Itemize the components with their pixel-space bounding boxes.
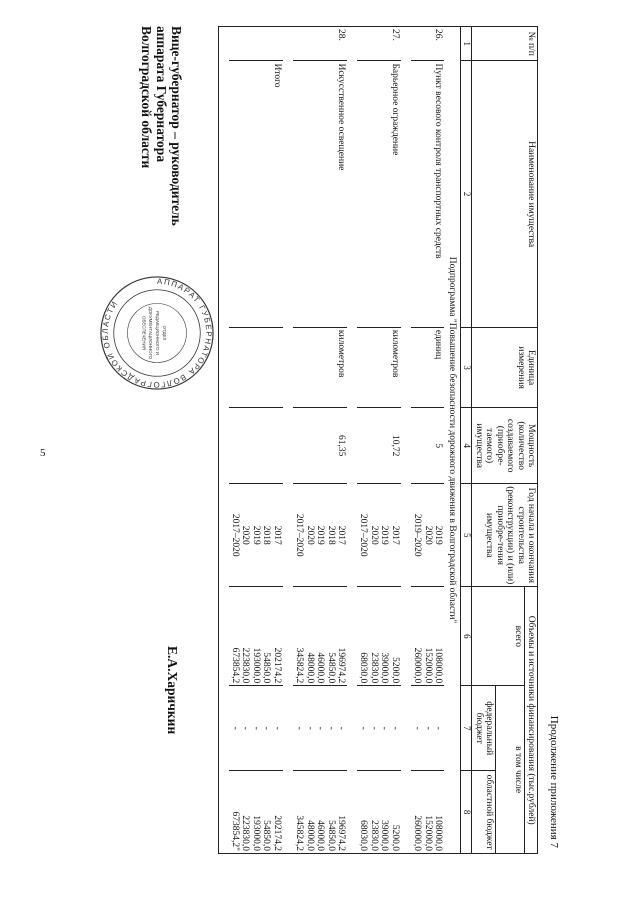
header-federal: федеральный бюджет bbox=[472, 686, 496, 771]
table-row bbox=[411, 27, 444, 854]
row-unit bbox=[229, 327, 283, 407]
federal-value: - bbox=[358, 726, 369, 730]
total-value: 223830,0 bbox=[240, 647, 251, 684]
row-years bbox=[357, 484, 401, 587]
row-total bbox=[293, 587, 347, 686]
federal-value: - bbox=[335, 726, 346, 730]
row-unit: километров bbox=[357, 327, 401, 407]
col-number: 5 bbox=[461, 484, 472, 587]
row-number: 27. bbox=[357, 27, 401, 61]
row-capacity: 61,35 bbox=[293, 408, 347, 484]
regional-value: 345824,2 bbox=[294, 815, 305, 851]
row-number bbox=[229, 27, 283, 61]
year-value: 2019–2020 bbox=[412, 513, 423, 557]
row-total bbox=[411, 587, 444, 686]
header-total: всего bbox=[472, 587, 524, 686]
row-regional bbox=[229, 771, 283, 854]
signature-line-1: Вице-губернатор – руководитель bbox=[169, 26, 184, 226]
row-capacity bbox=[229, 408, 283, 484]
regional-value: 54850,0 bbox=[325, 820, 336, 851]
regional-value: 202174,2 bbox=[271, 815, 282, 851]
regional-value: 193000,0 bbox=[250, 815, 261, 851]
total-value: 54850,0 bbox=[325, 652, 336, 684]
year-value: 2018 bbox=[261, 525, 272, 545]
property-table bbox=[218, 26, 538, 854]
regional-value: 23830,0 bbox=[368, 820, 379, 851]
federal-value: - bbox=[315, 726, 326, 730]
federal-value: - bbox=[389, 726, 400, 730]
regional-value: 108000,0 bbox=[433, 815, 444, 851]
regional-value: 260000,0 bbox=[412, 815, 423, 851]
row-name: Итого bbox=[229, 61, 283, 327]
federal-value: - bbox=[325, 726, 336, 730]
year-value: 2020 bbox=[422, 525, 433, 545]
regional-value: 152000,0 bbox=[422, 815, 433, 851]
total-value: 108000,0 bbox=[433, 647, 444, 684]
table-row bbox=[357, 27, 401, 854]
row-spacer-cell bbox=[218, 27, 229, 854]
official-seal bbox=[98, 274, 216, 392]
row-regional bbox=[293, 771, 347, 854]
regional-value: 5200,0 bbox=[389, 824, 400, 851]
signature-line-2: аппарата Губернатора bbox=[154, 26, 170, 163]
total-value: 5200,0 bbox=[389, 657, 400, 684]
year-value: 2020 bbox=[304, 525, 315, 545]
federal-value: - bbox=[422, 726, 433, 730]
row-capacity: 10,72 bbox=[357, 408, 401, 484]
document-sheet bbox=[98, 26, 568, 854]
federal-value: - bbox=[379, 726, 390, 730]
regional-value: 223830,0 bbox=[240, 815, 251, 851]
total-value: 48000,0 bbox=[304, 652, 315, 684]
row-regional bbox=[411, 771, 444, 854]
regional-value: 48000,0 bbox=[304, 820, 315, 851]
signatory-name: Е.А.Харичкин bbox=[165, 646, 180, 735]
row-federal bbox=[229, 686, 283, 771]
year-value: 2020 bbox=[368, 525, 379, 545]
page-number: 5 bbox=[40, 447, 46, 459]
federal-value: - bbox=[368, 726, 379, 730]
federal-value: - bbox=[230, 726, 241, 730]
row-federal bbox=[357, 686, 401, 771]
regional-value: 68030,0 bbox=[358, 820, 369, 851]
year-value: 2017–2020 bbox=[230, 513, 241, 557]
year-value: 2019 bbox=[315, 525, 326, 545]
continuation-note: Продолжение приложения 7 bbox=[548, 715, 560, 848]
row-regional bbox=[357, 771, 401, 854]
row-number: 26. bbox=[411, 27, 444, 61]
federal-value: - bbox=[294, 726, 305, 730]
year-value: 2017 bbox=[389, 525, 400, 545]
row-name: Искусственное освещение bbox=[293, 61, 347, 327]
federal-value: - bbox=[412, 726, 423, 730]
header-regional: областной бюджет bbox=[472, 771, 496, 854]
row-years bbox=[411, 484, 444, 587]
row-unit: единиц bbox=[411, 327, 444, 407]
row-total bbox=[229, 587, 283, 686]
col-number: 4 bbox=[461, 408, 472, 484]
col-number: 6 bbox=[461, 587, 472, 686]
row-name: Барьерное ограждение bbox=[357, 61, 401, 327]
total-row bbox=[229, 27, 283, 854]
signature-block bbox=[138, 26, 183, 226]
svg-text:ДОКУМЕНТАЦИОННОГО: ДОКУМЕНТАЦИОННОГО bbox=[148, 306, 154, 360]
year-value: 2017–2020 bbox=[358, 513, 369, 557]
total-value: 46000,0 bbox=[315, 652, 326, 684]
regional-value: 673854,2" bbox=[230, 811, 241, 851]
regional-value: 46000,0 bbox=[315, 820, 326, 851]
signature-line-3: Волгоградской области bbox=[139, 26, 155, 169]
row-spacer bbox=[218, 27, 229, 854]
col-number: 2 bbox=[461, 61, 472, 327]
total-value: 68030,0 bbox=[358, 652, 369, 684]
col-number: 8 bbox=[461, 771, 472, 854]
header-years: Год начала и окончания строительства (реконструкции) и (или) приобре-тения имущества bbox=[472, 484, 538, 587]
header-capacity: Мощность (количество создаваемого (приобре-таемого) имущества bbox=[472, 408, 538, 484]
header-unit: Единица измерения bbox=[472, 327, 538, 407]
header-funding: Объемы и источники финансирования (тыс.рублей) bbox=[524, 587, 537, 854]
federal-value: - bbox=[271, 726, 282, 730]
federal-value: - bbox=[304, 726, 315, 730]
total-value: 193000,0 bbox=[250, 647, 261, 684]
total-value: 345824,2 bbox=[294, 647, 305, 684]
row-years bbox=[293, 484, 347, 587]
table-row bbox=[293, 27, 347, 854]
subprogram-title: Подпрограмма "Повышение безопасности дорожного движения в Волгоградской области" bbox=[444, 27, 461, 854]
year-value: 2017 bbox=[335, 525, 346, 545]
total-value: 152000,0 bbox=[422, 647, 433, 684]
regional-value: 39000,0 bbox=[379, 820, 390, 851]
svg-text:АППАРАТ ГУБЕРНАТОРА ВОЛГОГРАДС: АППАРАТ ГУБЕРНАТОРА ВОЛГОГРАДСКОЙ ОБЛАСТИ bbox=[100, 276, 214, 390]
total-value: 54850,0 bbox=[261, 652, 272, 684]
total-value: 260000,0 bbox=[412, 647, 423, 684]
regional-value: 54850,0 bbox=[261, 820, 272, 851]
col-number: 1 bbox=[461, 27, 472, 61]
row-spacer bbox=[401, 27, 411, 854]
year-value: 2019 bbox=[433, 525, 444, 545]
header-num: № п/п bbox=[472, 27, 538, 61]
svg-text:ОТДЕЛ: ОТДЕЛ bbox=[161, 325, 167, 341]
header-incl: в том числе bbox=[496, 686, 524, 854]
row-unit: километров bbox=[293, 327, 347, 407]
row-name: Пункт весового контроля транспортных средств bbox=[411, 61, 444, 327]
row-years bbox=[229, 484, 283, 587]
regional-value: 196974,2 bbox=[335, 815, 346, 851]
year-value: 2019 bbox=[379, 525, 390, 545]
row-spacer-cell bbox=[347, 27, 357, 854]
year-value: 2019 bbox=[250, 525, 261, 545]
row-spacer-cell bbox=[401, 27, 411, 854]
col-number: 7 bbox=[461, 686, 472, 771]
svg-text:РЕДАКЦИОННОГО И: РЕДАКЦИОННОГО И bbox=[155, 311, 161, 355]
federal-value: - bbox=[240, 726, 251, 730]
row-spacer bbox=[347, 27, 357, 854]
row-spacer-cell bbox=[283, 27, 293, 854]
total-value: 23830,0 bbox=[368, 652, 379, 684]
year-value: 2018 bbox=[325, 525, 336, 545]
row-federal bbox=[411, 686, 444, 771]
year-value: 2017 bbox=[271, 525, 282, 545]
total-value: 39000,0 bbox=[379, 652, 390, 684]
row-federal bbox=[293, 686, 347, 771]
row-number: 28. bbox=[293, 27, 347, 61]
total-value: 202174,2 bbox=[271, 647, 282, 684]
col-number: 3 bbox=[461, 327, 472, 407]
row-capacity: 5 bbox=[411, 408, 444, 484]
row-total bbox=[357, 587, 401, 686]
svg-text:ОБЕСПЕЧЕНИЯ: ОБЕСПЕЧЕНИЯ bbox=[141, 316, 147, 350]
row-spacer bbox=[283, 27, 293, 854]
federal-value: - bbox=[261, 726, 272, 730]
federal-value: - bbox=[250, 726, 261, 730]
federal-value: - bbox=[433, 726, 444, 730]
total-value: 196974,2 bbox=[335, 647, 346, 684]
header-name: Наименование имущества bbox=[472, 61, 538, 327]
year-value: 2017–2020 bbox=[294, 513, 305, 557]
year-value: 2020 bbox=[240, 525, 251, 545]
total-value: 673854,2 bbox=[230, 647, 241, 684]
